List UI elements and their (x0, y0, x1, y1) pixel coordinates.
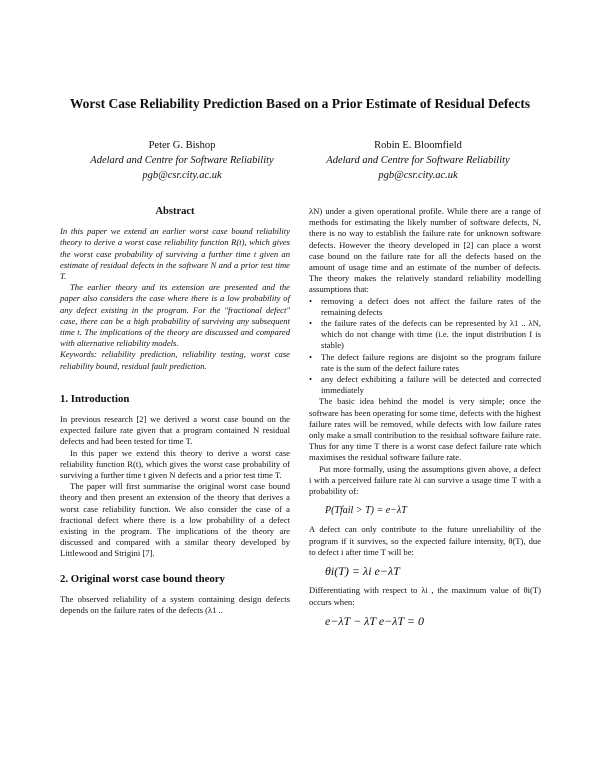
equation-failure-intensity: θi(T) = λi e−λT (325, 564, 400, 579)
paper-title: Worst Case Reliability Prediction Based on a Prior Estimate of Residual Defects (69, 96, 531, 111)
right-column (309, 206, 541, 635)
left-column (60, 206, 290, 616)
body-paragraph: Differentiating with respect to λi , the maximum value of θi(T) occurs when: (309, 585, 541, 607)
body-paragraph: Put more formally, using the assumptions given above, a defect i with a perceived failure rate λi can survive a usage time T with a probability of: (309, 463, 541, 497)
equation-survival: P(Tfail > T) = e−λT (325, 505, 407, 517)
author-block-2 (288, 138, 548, 183)
author-email: pgb@csr.city.ac.uk (378, 170, 458, 181)
section-heading-original-theory: 2. Original worst case bound theory (60, 572, 225, 585)
list-item: • the failure rates of the defects can be represented by λ1 .. λN, which do not change with time (i.e. the input distribution I is stable) (309, 318, 541, 352)
list-item: • The defect failure regions are disjoint so the program failure rate is the sum of the defect failure rates (309, 352, 541, 374)
body-paragraph: The basic idea behind the model is very simple; once the software has been operating for some time, defects with the highest failure rates will be removed, while defects with low failure rates only make a small contribution to the residual software failure rate. Thus for any time T there is a worst case defect failure rate which maximises the residual software failure rate. (309, 396, 541, 463)
assumption-list (309, 296, 541, 397)
section-heading-introduction: 1. Introduction (60, 392, 130, 405)
body-paragraph: In previous research [2] we derived a worst case bound on the expected failure rate given that a program contained N residual defects and had been tested for time T. (60, 414, 290, 447)
abstract-heading: Abstract (155, 206, 195, 217)
author-block-1 (52, 138, 312, 183)
author-name: Robin E. Bloomfield (374, 140, 462, 151)
body-paragraph: A defect can only contribute to the future unreliability of the program if it survives, so the expected failure intensity, θ(T), due to defect i after time T will be: (309, 524, 541, 557)
keywords: Keywords: reliability prediction, reliability testing, worst case reliability bound, residual fault prediction. (60, 349, 290, 371)
abstract (60, 206, 290, 372)
author-email: pgb@csr.city.ac.uk (142, 170, 222, 181)
body-paragraph: In this paper we extend this theory to derive a worst case reliability function R(t), which gives the worst case probability of surviving a further time t given N defects and a prior test time T. (60, 447, 290, 481)
abstract-paragraph: The earlier theory and its extension are presented and the paper also considers the case where there is a low probability of any defect existing in the program. For the "fractional defect" case, there can be a high probability of surviving any subsequent time t. The implications of the theory are discussed and compared with alternative reliability models. (60, 282, 290, 349)
list-item: • removing a defect does not affect the failure rates of the remaining defects (309, 296, 541, 318)
author-name: Peter G. Bishop (148, 140, 216, 151)
body-paragraph: The paper will first summarise the original worst case bound theory and then present an extension of the theory that derives a worst case reliability function. We also consider the case of a fractional defect where there is a low probability of a defect existing in the program. The implications of the theory are discussed and compared with a similar theory developed by Littlewood and Strigini [7]. (60, 481, 290, 559)
author-affiliation: Adelard and Centre for Software Reliability (90, 155, 274, 166)
equation-derivative: e−λT − λT e−λT = 0 (325, 613, 425, 628)
abstract-paragraph: In this paper we extend an earlier worst case bound reliability theory to derive a worst case reliability function R(t), which gives the worst case probability of surviving a further time t given an estimate of residual defects in the software N and a prior test time T. (60, 226, 290, 282)
author-affiliation: Adelard and Centre for Software Reliability (326, 155, 510, 166)
body-paragraph: The observed reliability of a system containing design defects depends on the failure rates of the defects (λ1 .. (60, 593, 290, 616)
list-item: • any defect exhibiting a failure will be detected and corrected immediately (309, 374, 541, 396)
body-paragraph: λN) under a given operational profile. While there are a range of methods for estimating the likely number of software defects, N, there is no way to establish the failure rate for unknown software defects. However the theory developed in [2] can place a worst case bound on the failure rate for all the defects based on the amount of usage time and an estimate of the number of defects. The theory makes the relatively standard reliability modelling assumptions that: (309, 206, 541, 295)
